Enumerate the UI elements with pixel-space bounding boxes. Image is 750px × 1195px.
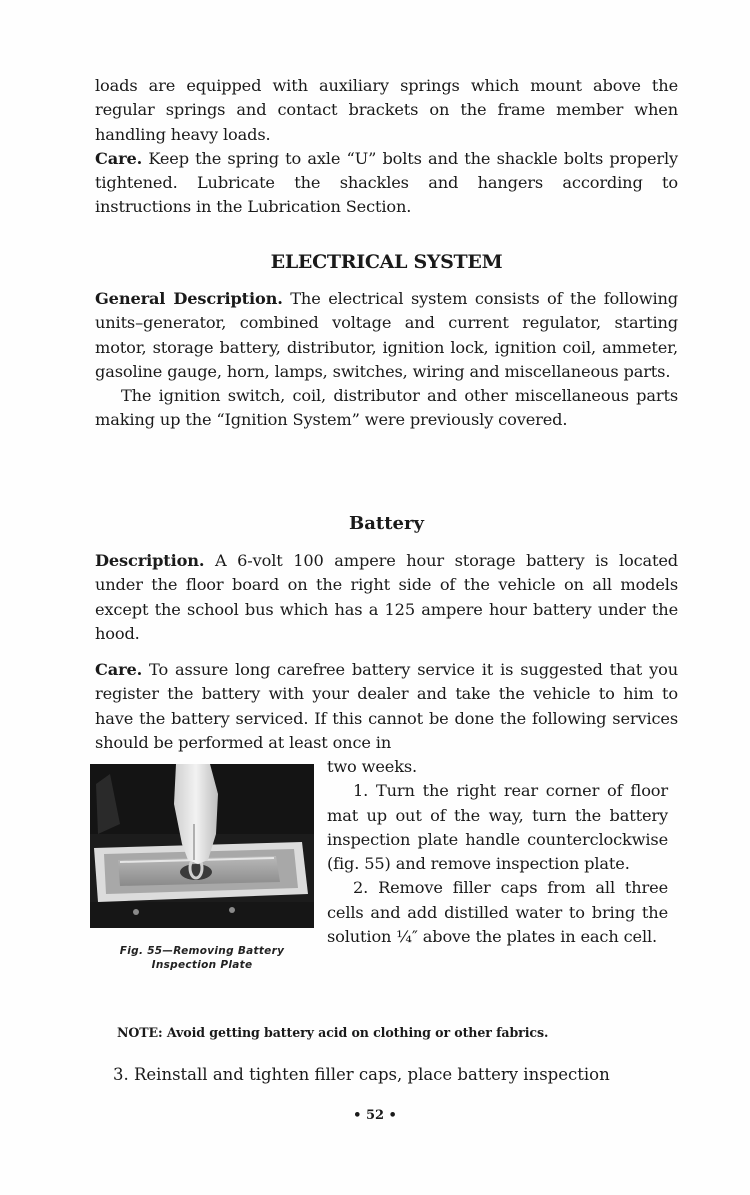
battery-steps-column bbox=[327, 755, 668, 949]
caption-line-2: Inspection Plate bbox=[151, 959, 253, 971]
page-number: • 52 • bbox=[353, 1108, 397, 1123]
caption-line-1: Fig. 55—Removing Battery bbox=[119, 945, 285, 957]
description-label: Description. bbox=[95, 551, 205, 570]
acid-warning-note: NOTE: Avoid getting battery acid on clothing or other fabrics. bbox=[117, 1025, 549, 1040]
general-description-label: General Description. bbox=[95, 289, 283, 308]
general-description-text: The electrical system consists of the following units–generator, combined voltage and current regulator, starting motor, storage battery, distributor, ignition lock, ignition coil, ammeter, gasoline gauge, horn, lamps, switches, wiring and miscellaneous parts. bbox=[95, 289, 678, 381]
general-description-paragraph bbox=[95, 287, 678, 384]
battery-care-section bbox=[95, 658, 678, 755]
figure-55-caption bbox=[90, 944, 314, 972]
springs-care-paragraph bbox=[95, 147, 678, 220]
subsection-heading-battery: Battery bbox=[349, 513, 424, 534]
care-label: Care. bbox=[95, 148, 143, 168]
battery-care-text: To assure long carefree battery service it is suggested that you register the battery with your dealer and take the vehicle to him to have the battery serviced. If this cannot be done the following services should be performed at least once in bbox=[95, 660, 678, 752]
ignition-system-paragraph: The ignition switch, coil, distributor and other miscellaneous parts making up the “Ignition System” were previously covered. bbox=[95, 386, 678, 430]
battery-care-label: Care. bbox=[95, 660, 143, 679]
battery-care-paragraph bbox=[95, 658, 678, 755]
care-text: Keep the spring to axle “U” bolts and the shackle bolts properly tightened. Lubricate the shackles and hangers according to instructions in the Lubrication Section. bbox=[95, 148, 678, 217]
description-text: A 6-volt 100 ampere hour storage battery is located under the floor board on the right side of the vehicle on all models except the school bus which has a 125 ampere hour battery under the hood. bbox=[95, 551, 678, 643]
springs-paragraph: loads are equipped with auxiliary springs which mount above the regular springs and contact brackets on the frame member when handling heavy loads. bbox=[95, 76, 678, 144]
electrical-description-section bbox=[95, 287, 678, 433]
step-3: 3. Reinstall and tighten filler caps, place battery inspection bbox=[113, 1065, 610, 1084]
section-heading-electrical-system: ELECTRICAL SYSTEM bbox=[270, 251, 503, 273]
battery-description-section bbox=[95, 549, 678, 646]
intro-section bbox=[95, 74, 678, 220]
battery-description-paragraph bbox=[95, 549, 678, 646]
step-1: 1. Turn the right rear corner of floor mat up out of the way, turn the battery inspection plate handle counterclockwise (fig. 55) and remove inspection plate. bbox=[327, 781, 668, 874]
figure-55-photo bbox=[90, 764, 314, 928]
battery-inspection-plate-photo bbox=[90, 764, 314, 928]
care-continuation: two weeks. bbox=[327, 757, 418, 776]
step-2: 2. Remove filler caps from all three cells and add distilled water to bring the solution ¼″ above the plates in each cell. bbox=[327, 878, 668, 947]
